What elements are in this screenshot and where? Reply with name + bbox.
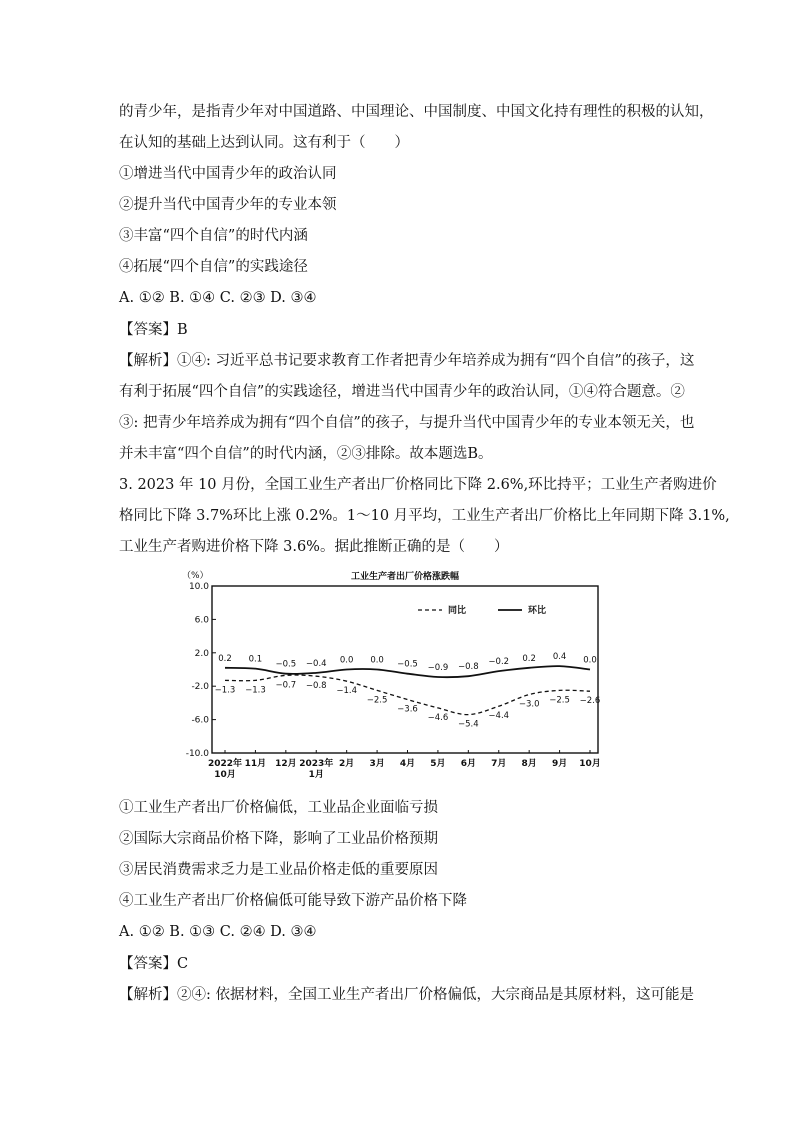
x-tick-label-line2: 1月 xyxy=(308,770,324,780)
analysis-line: 【解析】②④: 依据材料，全国工业生产者出厂价格偏低，大宗商品是其原材料，这可能是 xyxy=(119,987,694,1003)
question-line: 格同比下降 3.7%环比上涨 0.2%。1～10 月平均，工业生产者出厂价格比上年同期下降 3.1%, xyxy=(119,508,730,524)
data-label: −5.4 xyxy=(458,719,479,730)
y-tick-label: 6.0 xyxy=(194,615,209,626)
option-line: ②提升当代中国青少年的专业本领 xyxy=(119,197,337,213)
data-label: −2.5 xyxy=(366,695,388,706)
x-tick-label: 12月 xyxy=(275,759,297,769)
analysis-line: 有利于拓展“四个自信”的实践途径，增进当代中国青少年的政治认同，①④符合题意。② xyxy=(119,384,685,400)
x-tick-label: 5月 xyxy=(430,759,446,769)
data-label: 0.1 xyxy=(248,654,263,665)
analysis-line: 并未丰富“四个自信”的时代内涵，②③排除。故本题选B。 xyxy=(119,446,493,462)
data-label: −2.6 xyxy=(579,696,601,707)
data-label: −0.7 xyxy=(275,680,297,691)
option-line: ④拓展“四个自信”的实践途径 xyxy=(119,259,308,275)
x-tick-label: 9月 xyxy=(551,759,568,769)
option-line: ③居民消费需求乏力是工业品价格走低的重要原因 xyxy=(119,862,438,878)
price-change-chart xyxy=(180,566,604,788)
analysis-line: ③: 把青少年培养成为拥有“四个自信”的孩子，与提升当代中国青少年的专业本领无关，也 xyxy=(119,415,695,431)
y-tick-label: -2.0 xyxy=(191,682,209,693)
data-label: −4.4 xyxy=(488,711,510,722)
option-line: ④工业生产者出厂价格偏低可能导致下游产品价格下降 xyxy=(119,893,467,909)
text-line: 在认知的基础上达到认同。这有利于（ ） xyxy=(119,135,409,151)
option-line: ②国际大宗商品价格下降，影响了工业品价格预期 xyxy=(119,831,438,847)
y-tick-label: -10.0 xyxy=(185,749,209,759)
data-label: −3.6 xyxy=(397,704,418,715)
data-label: 0.0 xyxy=(370,655,384,666)
data-label: 0.2 xyxy=(522,653,536,664)
x-tick-label: 7月 xyxy=(491,759,507,769)
y-tick-label: -6.0 xyxy=(191,715,209,726)
x-tick-label: 4月 xyxy=(399,759,416,769)
y-axis-unit: （%） xyxy=(182,571,209,581)
data-label: −3.0 xyxy=(518,699,540,710)
choices-line: A. ①② B. ①③ C. ②④ D. ③④ xyxy=(119,924,317,940)
data-label: −0.4 xyxy=(305,658,327,669)
data-label: 0.0 xyxy=(339,655,354,666)
data-label: −0.5 xyxy=(275,659,297,670)
legend-label-yoy: 同比 xyxy=(448,606,467,616)
data-label: −2.5 xyxy=(549,695,570,706)
option-line: ③丰富“四个自信”的时代内涵 xyxy=(119,228,308,244)
x-tick-label: 2月 xyxy=(339,759,355,769)
data-label: 0.2 xyxy=(218,653,232,664)
data-label: −0.8 xyxy=(305,681,327,692)
answer-line: 【答案】C xyxy=(119,956,189,972)
chart-svg xyxy=(180,566,604,788)
data-label: −0.5 xyxy=(397,659,418,670)
x-tick-label: 2023年 xyxy=(299,759,334,769)
data-label: −1.4 xyxy=(336,686,357,697)
text-line: 的青少年，是指青少年对中国道路、中国理论、中国制度、中国文化持有理性的积极的认知， xyxy=(119,104,714,120)
data-label: 0.0 xyxy=(583,655,597,666)
x-tick-label: 10月 xyxy=(579,759,601,769)
data-label: −0.9 xyxy=(427,663,449,674)
question-line: 工业生产者购进价格下降 3.6%。据此推断正确的是（ ） xyxy=(119,539,509,555)
x-tick-label: 8月 xyxy=(521,759,537,769)
data-label: −4.6 xyxy=(427,712,449,723)
x-tick-label: 6月 xyxy=(460,759,476,769)
x-tick-label: 2022年 xyxy=(207,759,243,769)
legend-label-mom: 环比 xyxy=(528,606,547,616)
data-label: −1.3 xyxy=(214,685,236,696)
y-tick-label: 10.0 xyxy=(188,582,209,592)
option-line: ①工业生产者出厂价格偏低，工业品企业面临亏损 xyxy=(119,800,438,816)
analysis-line: 【解析】①④: 习近平总书记要求教育工作者把青少年培养成为拥有“四个自信”的孩子，这 xyxy=(119,353,695,369)
answer-line: 【答案】B xyxy=(119,322,188,338)
x-tick-label-line2: 10月 xyxy=(214,770,236,780)
chart-title: 工业生产者出厂价格涨跌幅 xyxy=(350,572,460,582)
question-line: 3. 2023 年 10 月份，全国工业生产者出厂价格同比下降 2.6%,环比持平；工业生产者购进价 xyxy=(119,477,717,493)
y-tick-label: 2.0 xyxy=(194,648,209,659)
x-tick-label: 3月 xyxy=(369,759,385,769)
data-label: −1.3 xyxy=(245,685,266,696)
x-tick-label: 11月 xyxy=(244,759,267,769)
data-label: −0.8 xyxy=(458,662,479,673)
choices-line: A. ①② B. ①④ C. ②③ D. ③④ xyxy=(119,290,317,306)
option-line: ①增进当代中国青少年的政治认同 xyxy=(119,166,337,182)
data-label: −0.2 xyxy=(488,657,510,668)
data-label: 0.4 xyxy=(552,652,567,663)
